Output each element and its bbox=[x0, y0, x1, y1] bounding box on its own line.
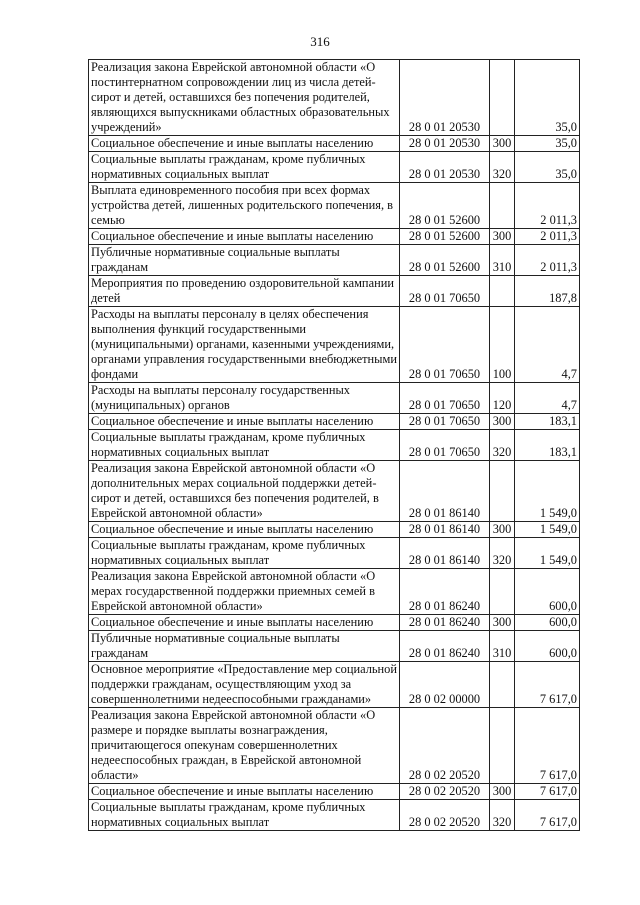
table-row bbox=[89, 229, 580, 245]
amount-cell: 35,0 bbox=[515, 60, 580, 136]
table-row bbox=[89, 784, 580, 800]
expense-name-cell: Расходы на выплаты персоналу государственных (муниципальных) органов bbox=[89, 383, 400, 414]
amount-cell: 7 617,0 bbox=[515, 784, 580, 800]
expense-type-code-cell: 310 bbox=[490, 631, 515, 662]
amount-cell: 35,0 bbox=[515, 152, 580, 183]
target-article-code-cell: 28 0 01 70650 bbox=[400, 430, 490, 461]
expense-name-cell: Социальные выплаты гражданам, кроме публичных нормативных социальных выплат bbox=[89, 800, 400, 831]
expense-name-cell: Социальное обеспечение и иные выплаты населению bbox=[89, 136, 400, 152]
expense-type-code-cell: 320 bbox=[490, 430, 515, 461]
expense-name-cell: Публичные нормативные социальные выплаты гражданам bbox=[89, 245, 400, 276]
table-row bbox=[89, 276, 580, 307]
target-article-code-cell: 28 0 01 70650 bbox=[400, 383, 490, 414]
target-article-code-cell: 28 0 01 20530 bbox=[400, 136, 490, 152]
table-row bbox=[89, 569, 580, 615]
table-row bbox=[89, 414, 580, 430]
table-row bbox=[89, 183, 580, 229]
expense-type-code-cell: 300 bbox=[490, 522, 515, 538]
expense-name-cell: Социальное обеспечение и иные выплаты населению bbox=[89, 229, 400, 245]
amount-cell: 183,1 bbox=[515, 430, 580, 461]
expense-type-code-cell: 100 bbox=[490, 307, 515, 383]
budget-table bbox=[88, 59, 580, 831]
expense-type-code-cell: 300 bbox=[490, 136, 515, 152]
expense-name-cell: Социальные выплаты гражданам, кроме публичных нормативных социальных выплат bbox=[89, 152, 400, 183]
expense-type-code-cell bbox=[490, 60, 515, 136]
amount-cell: 600,0 bbox=[515, 631, 580, 662]
target-article-code-cell: 28 0 01 86140 bbox=[400, 538, 490, 569]
target-article-code-cell: 28 0 01 70650 bbox=[400, 276, 490, 307]
expense-name-cell: Реализация закона Еврейской автономной области «О мерах государственной поддержки приемных семей в Еврейской автономной области» bbox=[89, 569, 400, 615]
expense-name-cell: Социальное обеспечение и иные выплаты населению bbox=[89, 522, 400, 538]
amount-cell: 183,1 bbox=[515, 414, 580, 430]
table-row bbox=[89, 522, 580, 538]
target-article-code-cell: 28 0 01 52600 bbox=[400, 183, 490, 229]
expense-type-code-cell bbox=[490, 183, 515, 229]
expense-name-cell: Социальные выплаты гражданам, кроме публичных нормативных социальных выплат bbox=[89, 538, 400, 569]
amount-cell: 1 549,0 bbox=[515, 538, 580, 569]
target-article-code-cell: 28 0 01 20530 bbox=[400, 60, 490, 136]
target-article-code-cell: 28 0 01 86240 bbox=[400, 631, 490, 662]
table-row bbox=[89, 800, 580, 831]
expense-type-code-cell bbox=[490, 276, 515, 307]
amount-cell: 2 011,3 bbox=[515, 245, 580, 276]
amount-cell: 2 011,3 bbox=[515, 229, 580, 245]
amount-cell: 7 617,0 bbox=[515, 708, 580, 784]
table-row bbox=[89, 60, 580, 136]
page-number: 316 bbox=[310, 34, 330, 49]
expense-name-cell: Основное мероприятие «Предоставление мер социальной поддержки гражданам, осуществляющим уход за совершеннолетними недееспособными гражданами» bbox=[89, 662, 400, 708]
target-article-code-cell: 28 0 01 86240 bbox=[400, 569, 490, 615]
amount-cell: 2 011,3 bbox=[515, 183, 580, 229]
amount-cell: 1 549,0 bbox=[515, 522, 580, 538]
expense-type-code-cell bbox=[490, 662, 515, 708]
target-article-code-cell: 28 0 01 86140 bbox=[400, 522, 490, 538]
expense-name-cell: Расходы на выплаты персоналу в целях обеспечения выполнения функций государственными (муниципальными) органами, казенными учреждениями, органами управления государственными внебюджетными фондами bbox=[89, 307, 400, 383]
expense-type-code-cell: 300 bbox=[490, 229, 515, 245]
table-row bbox=[89, 538, 580, 569]
expense-type-code-cell: 300 bbox=[490, 784, 515, 800]
table-row bbox=[89, 430, 580, 461]
expense-name-cell: Социальное обеспечение и иные выплаты населению bbox=[89, 414, 400, 430]
expense-type-code-cell: 300 bbox=[490, 615, 515, 631]
expense-type-code-cell bbox=[490, 708, 515, 784]
target-article-code-cell: 28 0 01 52600 bbox=[400, 229, 490, 245]
amount-cell: 1 549,0 bbox=[515, 461, 580, 522]
amount-cell: 7 617,0 bbox=[515, 800, 580, 831]
table-body bbox=[89, 60, 580, 831]
target-article-code-cell: 28 0 02 20520 bbox=[400, 708, 490, 784]
amount-cell: 7 617,0 bbox=[515, 662, 580, 708]
table-row bbox=[89, 461, 580, 522]
table-row bbox=[89, 708, 580, 784]
table-row bbox=[89, 136, 580, 152]
table-row bbox=[89, 152, 580, 183]
target-article-code-cell: 28 0 02 20520 bbox=[400, 800, 490, 831]
table-row bbox=[89, 307, 580, 383]
expense-type-code-cell: 310 bbox=[490, 245, 515, 276]
expense-type-code-cell: 300 bbox=[490, 414, 515, 430]
amount-cell: 187,8 bbox=[515, 276, 580, 307]
target-article-code-cell: 28 0 01 86140 bbox=[400, 461, 490, 522]
amount-cell: 4,7 bbox=[515, 307, 580, 383]
expense-name-cell: Социальные выплаты гражданам, кроме публичных нормативных социальных выплат bbox=[89, 430, 400, 461]
expense-name-cell: Социальное обеспечение и иные выплаты населению bbox=[89, 784, 400, 800]
target-article-code-cell: 28 0 01 52600 bbox=[400, 245, 490, 276]
amount-cell: 35,0 bbox=[515, 136, 580, 152]
amount-cell: 600,0 bbox=[515, 569, 580, 615]
table-row bbox=[89, 662, 580, 708]
expense-name-cell: Выплата единовременного пособия при всех формах устройства детей, лишенных родительского попечения, в семью bbox=[89, 183, 400, 229]
expense-type-code-cell bbox=[490, 461, 515, 522]
expense-name-cell: Реализация закона Еврейской автономной области «О постинтернатном сопровождении лиц из числа детей-сирот и детей, оставшихся без попечения родителей, являющихся выпускниками областных образовательных учреждений» bbox=[89, 60, 400, 136]
expense-name-cell: Публичные нормативные социальные выплаты гражданам bbox=[89, 631, 400, 662]
expense-type-code-cell bbox=[490, 569, 515, 615]
expense-type-code-cell: 320 bbox=[490, 152, 515, 183]
table-row bbox=[89, 631, 580, 662]
expense-name-cell: Реализация закона Еврейской автономной области «О дополнительных мерах социальной поддержки детей-сирот и детей, оставшихся без попечения родителей, в Еврейской автономной области» bbox=[89, 461, 400, 522]
target-article-code-cell: 28 0 01 20530 bbox=[400, 152, 490, 183]
table-row bbox=[89, 245, 580, 276]
target-article-code-cell: 28 0 02 00000 bbox=[400, 662, 490, 708]
expense-type-code-cell: 120 bbox=[490, 383, 515, 414]
expense-name-cell: Реализация закона Еврейской автономной области «О размере и порядке выплаты вознаграждения, причитающегося опекунам совершеннолетних недееспособных граждан, в Еврейской автономной области» bbox=[89, 708, 400, 784]
expense-type-code-cell: 320 bbox=[490, 800, 515, 831]
expense-type-code-cell: 320 bbox=[490, 538, 515, 569]
table-row bbox=[89, 383, 580, 414]
amount-cell: 4,7 bbox=[515, 383, 580, 414]
target-article-code-cell: 28 0 01 70650 bbox=[400, 414, 490, 430]
amount-cell: 600,0 bbox=[515, 615, 580, 631]
expense-name-cell: Мероприятия по проведению оздоровительной кампании детей bbox=[89, 276, 400, 307]
target-article-code-cell: 28 0 02 20520 bbox=[400, 784, 490, 800]
expense-name-cell: Социальное обеспечение и иные выплаты населению bbox=[89, 615, 400, 631]
target-article-code-cell: 28 0 01 86240 bbox=[400, 615, 490, 631]
target-article-code-cell: 28 0 01 70650 bbox=[400, 307, 490, 383]
table-row bbox=[89, 615, 580, 631]
